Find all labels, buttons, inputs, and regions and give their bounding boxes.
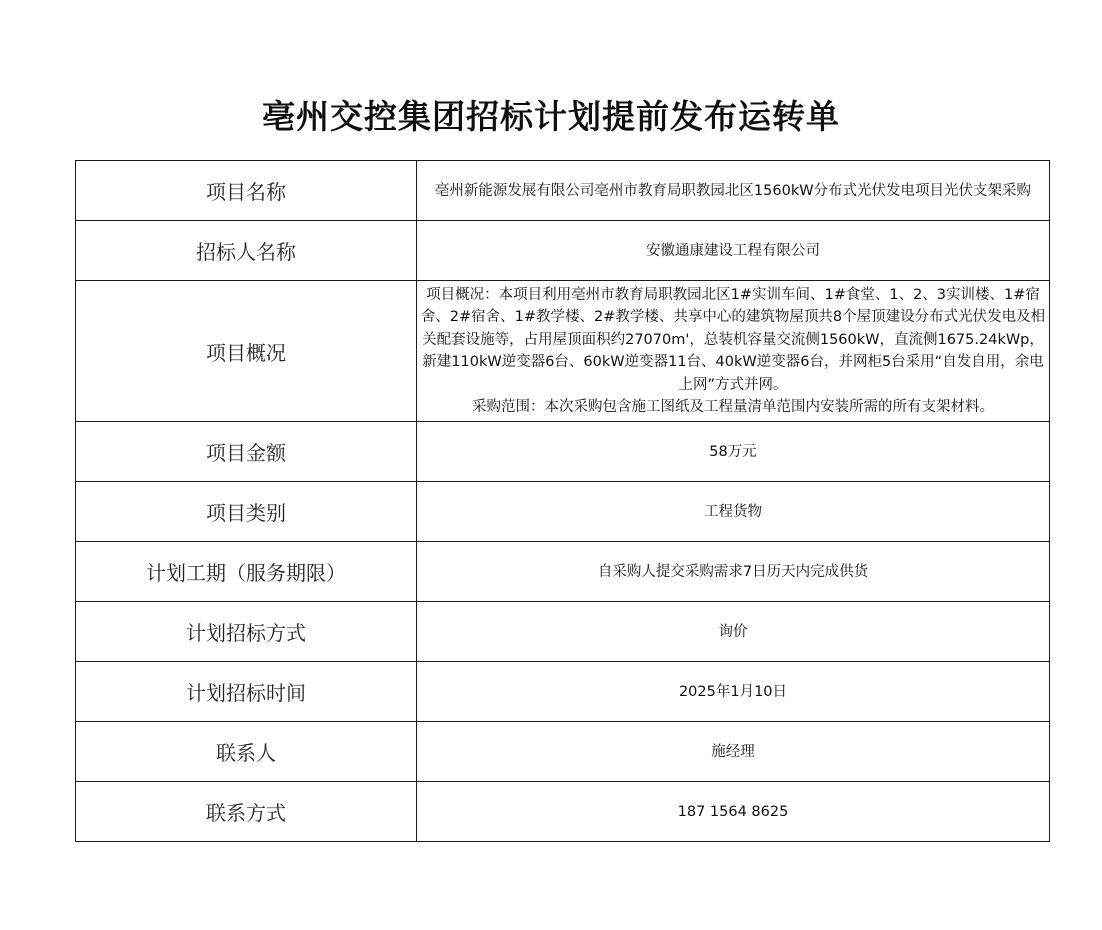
label-project-overview: 项目概况 [76,281,417,422]
value-project-category: 工程货物 [417,482,1050,542]
value-contact-phone: 187 1564 8625 [417,782,1050,842]
table-row-project-overview [76,281,1050,422]
label-project-name: 项目名称 [76,161,417,221]
page-title: 亳州交控集团招标计划提前发布运转单 [262,97,840,136]
value-contact-person: 施经理 [417,722,1050,782]
value-tenderer-name: 安徽通康建设工程有限公司 [417,221,1050,281]
table-row-tender-time [76,662,1050,722]
value-tender-method: 询价 [417,602,1050,662]
label-tender-time: 计划招标时间 [76,662,417,722]
procurement-scope-text: 采购范围：本次采购包含施工图纸及工程量清单范围内安装所需的所有支架材料。 [472,399,994,415]
label-planned-duration: 计划工期（服务期限） [76,542,417,602]
table-row-planned-duration [76,542,1050,602]
value-project-overview [417,281,1050,422]
label-project-amount: 项目金额 [76,422,417,482]
label-project-category: 项目类别 [76,482,417,542]
value-project-name: 亳州新能源发展有限公司亳州市教育局职教园北区1560kW分布式光伏发电项目光伏支架采购 [417,161,1050,221]
table-row-contact-person [76,722,1050,782]
tender-info-table [75,160,1050,842]
label-contact-phone: 联系方式 [76,782,417,842]
label-tender-method: 计划招标方式 [76,602,417,662]
value-project-amount: 58万元 [417,422,1050,482]
table-row-project-category [76,482,1050,542]
table-row-tenderer-name [76,221,1050,281]
table-row-project-amount [76,422,1050,482]
table-row-project-name [76,161,1050,221]
value-tender-time: 2025年1月10日 [417,662,1050,722]
table-row-contact-phone [76,782,1050,842]
label-tenderer-name: 招标人名称 [76,221,417,281]
overview-text: 项目概况：本项目利用亳州市教育局职教园北区1#实训车间、1#食堂、1、2、3实训楼、1#宿舍、2#宿舍、1#教学楼、2#教学楼、共享中心的建筑物屋顶共8个屋顶建设分布式光伏发电及相关配套设施等，占用屋顶面积约27070m'，总装机容量交流侧1560kW，直流侧1675.24kWp，新建110kW逆变器6台、60kW逆变器11台、40kW逆变器6台，并网柜5台采用“自发自用，余电上网”方式并网。 [420,286,1046,393]
table-row-tender-method [76,602,1050,662]
value-planned-duration: 自采购人提交采购需求7日历天内完成供货 [417,542,1050,602]
label-contact-person: 联系人 [76,722,417,782]
